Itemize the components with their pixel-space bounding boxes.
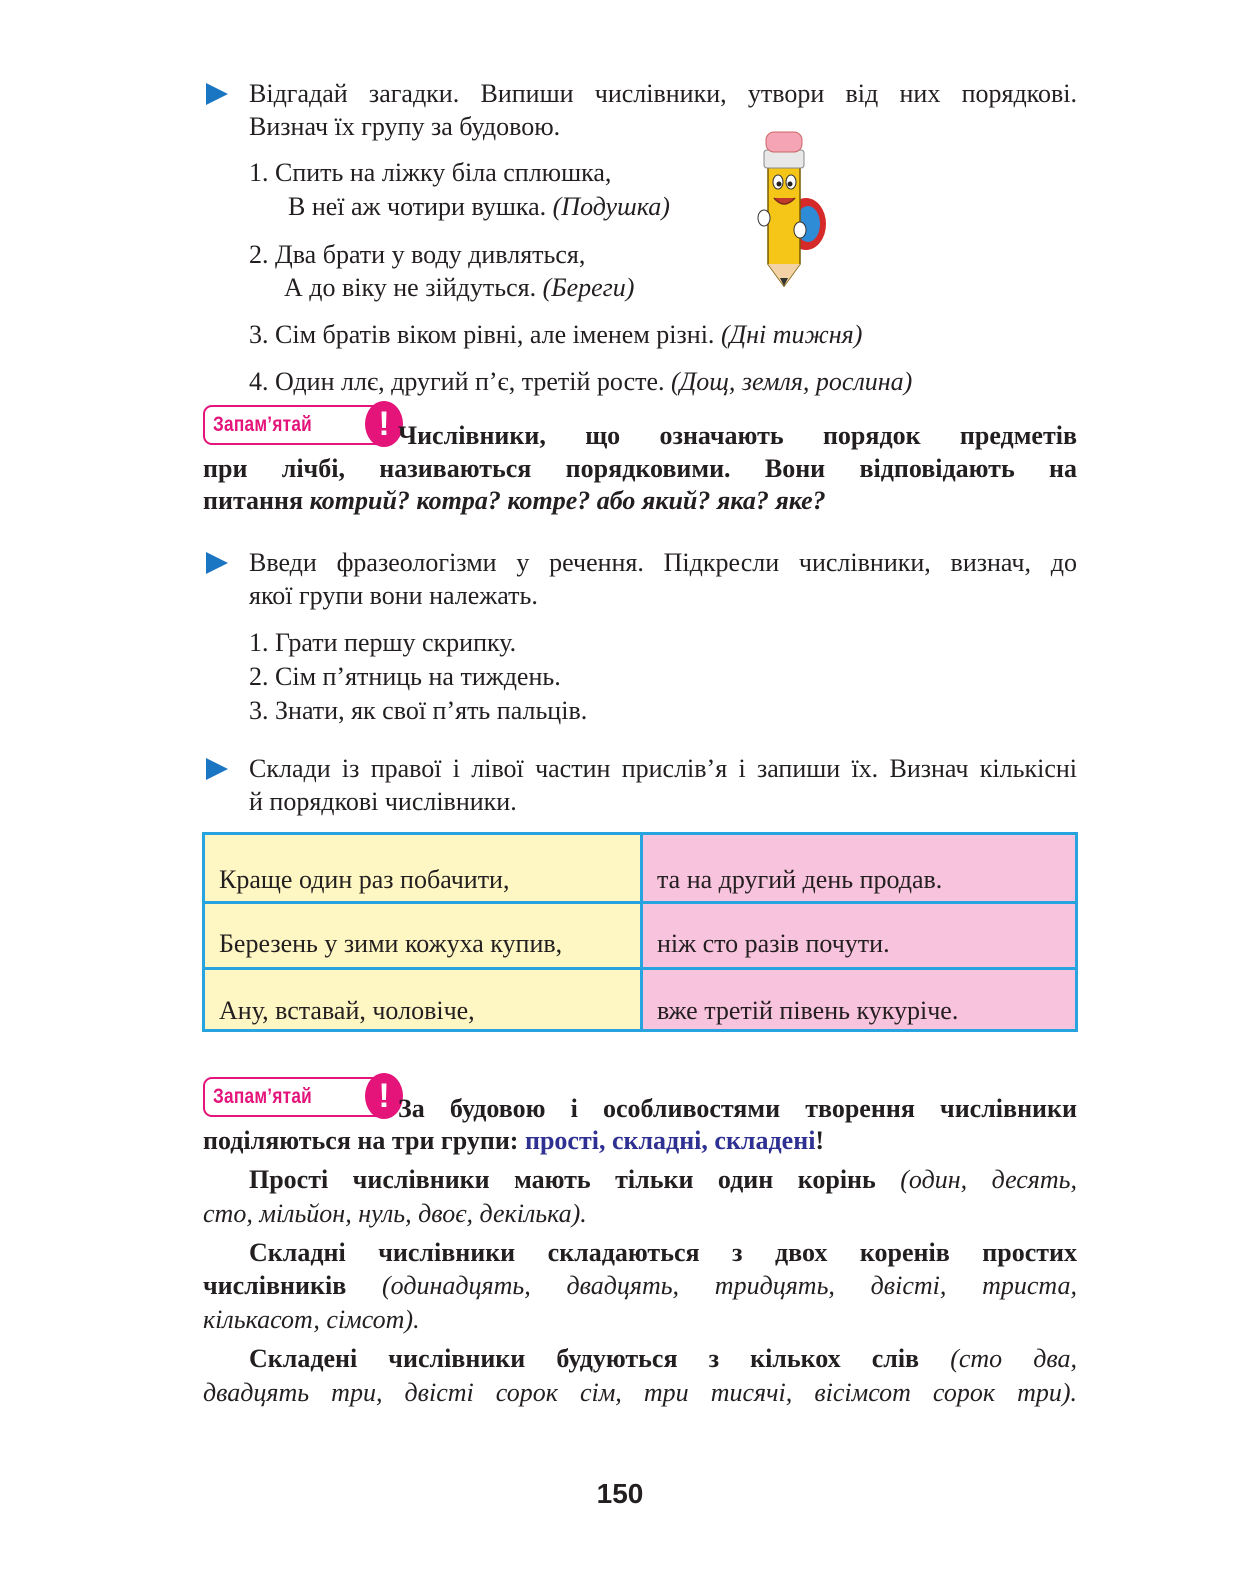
pencil-mascot-icon [750,126,840,290]
task3-instruction-line2: й порядкові числівники. [249,787,517,816]
numeral-groups: прості, складні, складені [524,1126,816,1155]
table-cell-left: Березень у зими кожуха купив, [205,904,640,967]
rule-complex-line3: кількасот, сімсот). [203,1305,420,1334]
rule-complex-line1: Складні числівники складаються з двох коренів простих [249,1238,1077,1267]
table-cell-left: Краще один раз побачити, [205,835,640,901]
rule-compound-line1: Складені числівники будуються з кількох слів (сто два, [249,1344,1077,1373]
remember1-line3: питання котрий? котра? котре? або який? яка? яке? [203,486,826,515]
task2-instruction-line2: якої групи вони належать. [249,581,538,610]
idiom-1: 1. Грати першу скрипку. [249,628,517,657]
task1-instruction-line2: Визнач їх групу за будовою. [249,112,561,141]
page-number: 150 [596,1478,644,1509]
riddle-3: 3. Сім братів віком рівні, але іменем різні. (Дні тижня) [249,320,863,349]
remember2-line1: За будовою і особливостями творення числівники [398,1094,1077,1123]
task-arrow-icon [206,83,228,105]
exclamation-icon: ! [365,401,403,447]
riddle-3-answer: (Дні тижня) [720,320,863,349]
riddle-1-line1: 1. Спить на ліжку біла сплюшка, [249,158,612,187]
rule-compound-line2: двадцять три, двісті сорок сім, три тисячі, вісімсот сорок три). [203,1378,1077,1407]
riddle-1-line2: В неї аж чотири вушка. (Подушка) [288,192,670,221]
riddle-2-line1: 2. Два брати у воду дивляться, [249,240,586,269]
table-cell-left: Ану, вставай, чоловіче, [205,970,640,1029]
remember1-line2: при лічбі, називаються порядковими. Вони відповідають на [203,454,1077,483]
table-cell-right: ніж сто разів почути. [643,904,1075,967]
idiom-3: 3. Знати, як свої п’ять пальців. [249,696,588,725]
remember-badge [203,405,389,445]
idiom-2: 2. Сім п’ятниць на тиждень. [249,662,561,691]
table-divider [205,901,1075,904]
remember1-line1: Числівники, що означають порядок предметів [398,421,1077,450]
remember-badge-label: Запам’ятай [213,413,312,436]
remember-badge-label: Запам’ятай [213,1085,312,1108]
task1-instruction-line1: Відгадай загадки. Випиши числівники, утвори від них порядкові. [249,79,1077,108]
riddle-2-line2: А до віку не зійдуться. (Береги) [284,273,635,302]
proverb-table [202,832,1078,1032]
table-divider [205,967,1075,970]
riddle-4-answer: (Дощ, земля, рослина) [671,367,913,396]
riddle-2-answer: (Береги) [542,273,635,302]
table-cell-right: та на другий день продав. [643,835,1075,901]
exclamation-icon: ! [365,1073,403,1119]
riddle-1-answer: (Подушка) [552,192,670,221]
riddle-4: 4. Один ллє, другий п’є, третій росте. (Дощ, земля, рослина) [249,367,913,396]
remember2-line2: поділяються на три групи: прості, складні, складені! [203,1126,825,1155]
task-arrow-icon [206,758,228,780]
table-cell-right: вже третій півень кукуріче. [643,970,1075,1029]
rule-simple-line2: сто, мільйон, нуль, двоє, декілька). [203,1199,587,1228]
task2-instruction-line1: Введи фразеологізми у речення. Підкресли числівники, визнач, до [249,548,1077,577]
question-words: котрий? котра? котре? або який? яка? яке? [309,486,826,515]
rule-simple-line1: Прості числівники мають тільки один корінь (один, десять, [249,1165,1077,1194]
rule-complex-line2: числівників (одинадцять, двадцять, тридцять, двісті, триста, [203,1271,1078,1300]
remember-badge [203,1077,389,1117]
task-arrow-icon [206,552,228,574]
task3-instruction-line1: Склади із правої і лівої частин прислів’я і запиши їх. Визнач кількісні [249,754,1077,783]
table-divider [640,835,643,1029]
